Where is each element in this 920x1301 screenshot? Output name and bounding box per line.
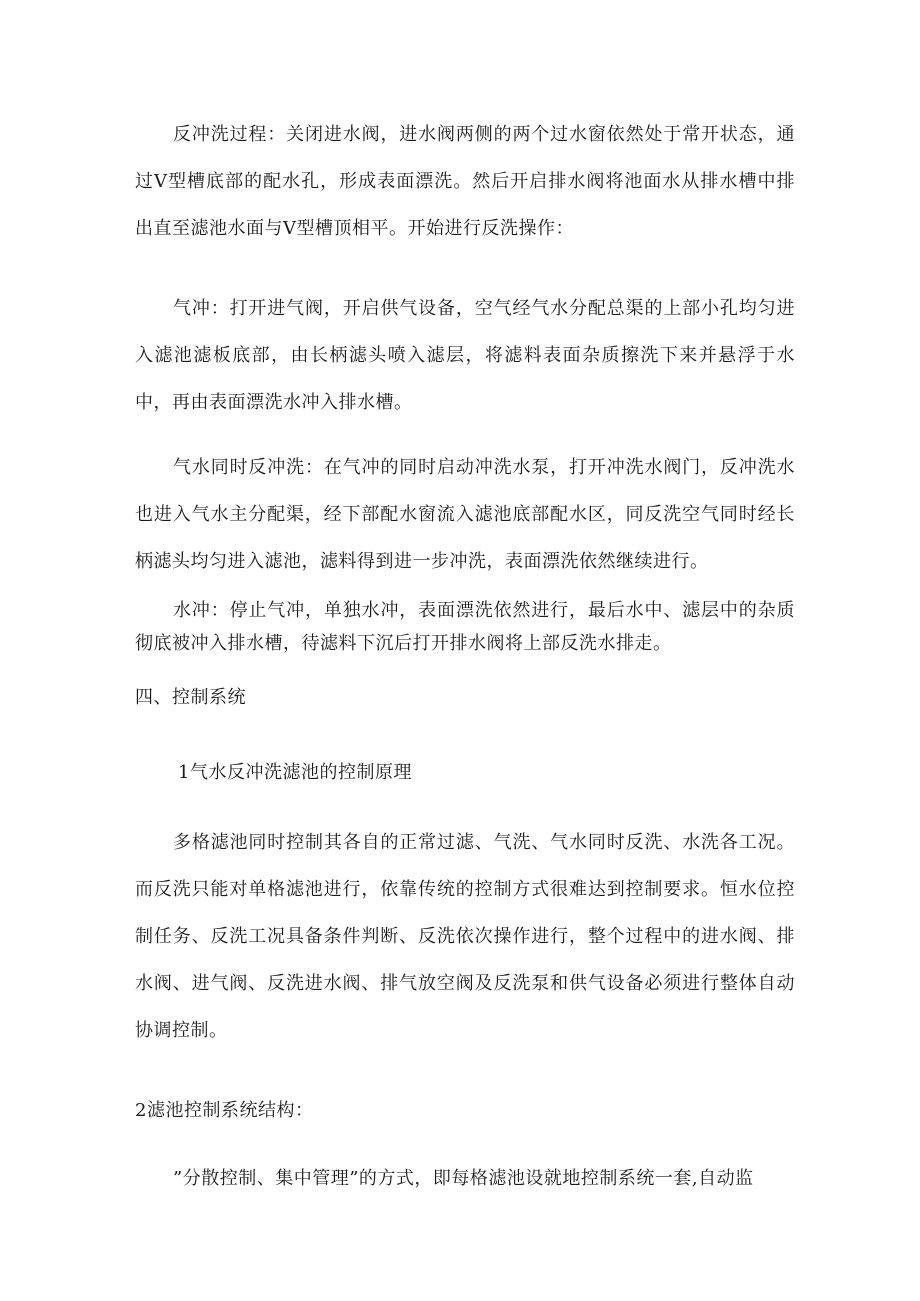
paragraph-backwash-process: 反冲洗过程：关闭进水阀，进水阀两侧的两个过水窗依然处于常开状态，通过V型槽底部的配水孔，形成表面漂洗。然后开启排水阀将池面水从排水槽中排出直至滤池水面与V型槽顶相平。开始进行反洗操作：: [135, 124, 795, 239]
subheading-control-structure: 2滤池控制系统结构：: [135, 1100, 314, 1121]
paragraph-control-principle: 多格滤池同时控制其各自的正常过滤、气洗、气水同时反洗、水洗各工况。而反洗只能对单格滤池进行，依靠传统的控制方式很难达到控制要求。恒水位控制任务、反洗工况具备条件判断、反洗依次操作进行，整个过程中的进水阀、排水阀、进气阀、反洗进水阀、排气放空阀及反洗泵和供气设备必须进行整体自动协调控制。: [135, 832, 795, 1041]
paragraph-air-scour: 气冲：打开进气阀，开启供气设备，空气经气水分配总渠的上部小孔均匀进入滤池滤板底部，由长柄滤头喷入滤层，将滤料表面杂质擦洗下来并悬浮于水中，再由表面漂洗水冲入排水槽。: [135, 298, 795, 413]
paragraph-air-water-backwash: 气水同时反冲洗：在气冲的同时启动冲洗水泵，打开冲洗水阀门，反冲洗水也进入气水主分配渠，经下部配水窗流入滤池底部配水区，同反洗空气同时经长柄滤头均匀进入滤池，滤料得到进一步冲洗，表面漂洗依然继续进行。: [135, 457, 795, 572]
paragraph-control-structure: ”分散控制、集中管理”的方式，即每格滤池设就地控制系统一套,自动监: [173, 1168, 754, 1189]
section-heading-control-system: 四、控制系统: [135, 687, 246, 708]
subheading-control-principle: 1气水反冲洗滤池的控制原理: [178, 762, 412, 783]
paragraph-water-rinse: 水冲：停止气冲，单独水冲，表面漂洗依然进行，最后水中、滤层中的杂质彻底被冲入排水槽，待滤料下沉后打开排水阀将上部反洗水排走。: [135, 600, 795, 654]
